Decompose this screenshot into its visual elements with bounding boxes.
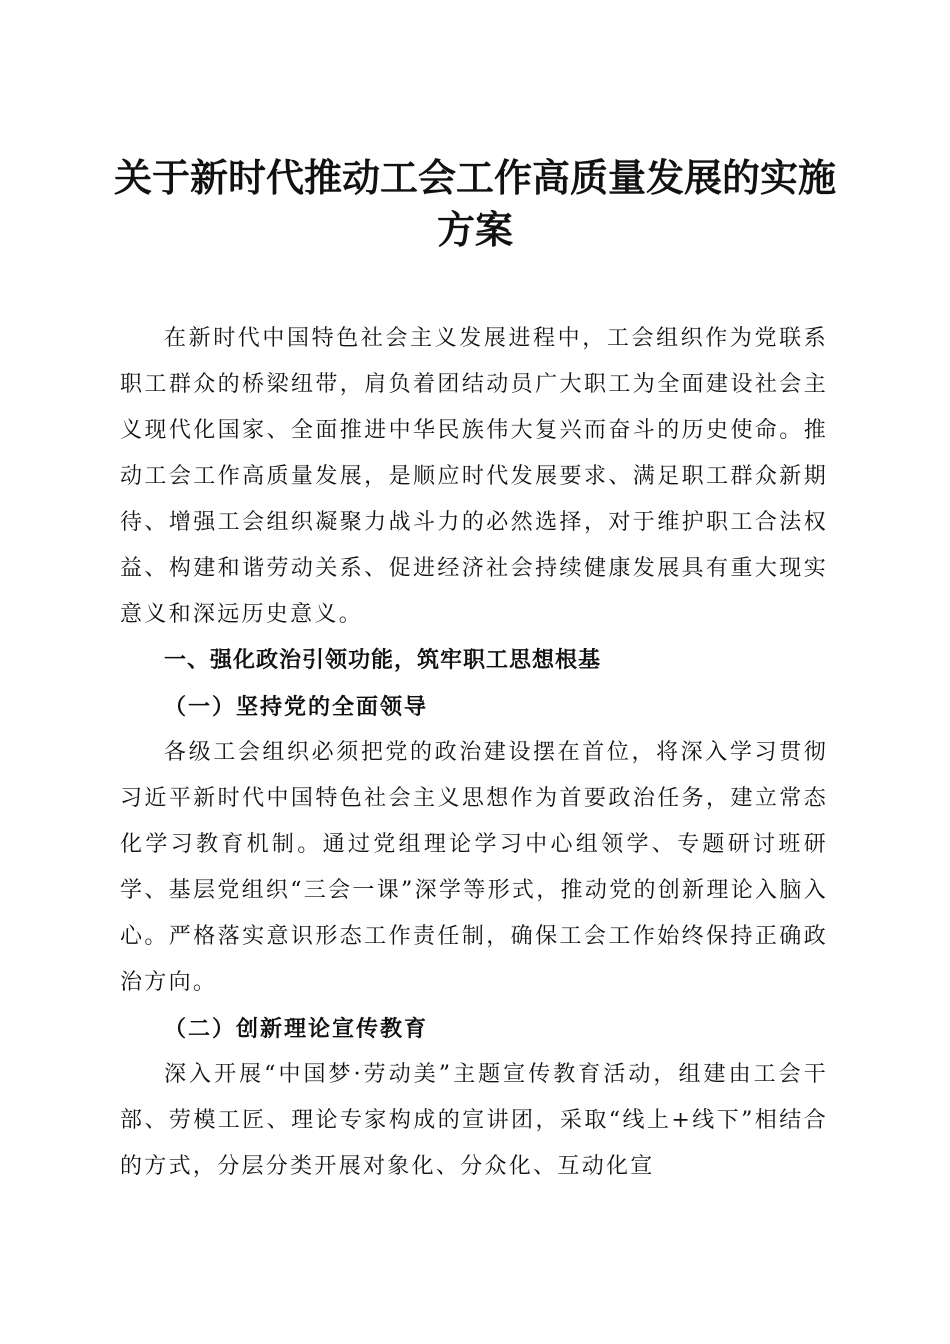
- intro-paragraph: 在新时代中国特色社会主义发展进程中，工会组织作为党联系职工群众的桥梁纽带，肩负着团结动员广大职工为全面建设社会主义现代化国家、全面推进中华民族伟大复兴而奋斗的历史使命。推动工会工作高质量发展，是顺应时代发展要求、满足职工群众新期待、增强工会组织凝聚力战斗力的必然选择，对于维护职工合法权益、构建和谐劳动关系、促进经济社会持续健康发展具有重大现实意义和深远历史意义。: [120, 326, 828, 627]
- subsection-heading-2: （二）创新理论宣传教育: [164, 1016, 429, 1042]
- document-title: 关于新时代推动工会工作高质量发展的实施方案: [113, 155, 836, 252]
- section-heading-1: 一、强化政治引领功能，筑牢职工思想根基: [164, 648, 602, 673]
- document-body: [120, 316, 828, 1190]
- subsection-paragraph-1: 各级工会组织必须把党的政治建设摆在首位，将深入学习贯彻习近平新时代中国特色社会主义思想作为首要政治任务，建立常态化学习教育机制。通过党组理论学习中心组领学、专题研讨班研学、基层党组织“三会一课”深学等形式，推动党的创新理论入脑入心。严格落实意识形态工作责任制，确保工会工作始终保持正确政治方向。: [120, 740, 828, 995]
- subsection-paragraph-2: 深入开展“中国梦·劳动美”主题宣传教育活动，组建由工会干部、劳模工匠、理论专家构成的宣讲团，采取“线上+线下”相结合的方式，分层分类开展对象化、分众化、互动化宣: [120, 1062, 828, 1179]
- subsection-heading-1: （一）坚持党的全面领导: [164, 694, 429, 720]
